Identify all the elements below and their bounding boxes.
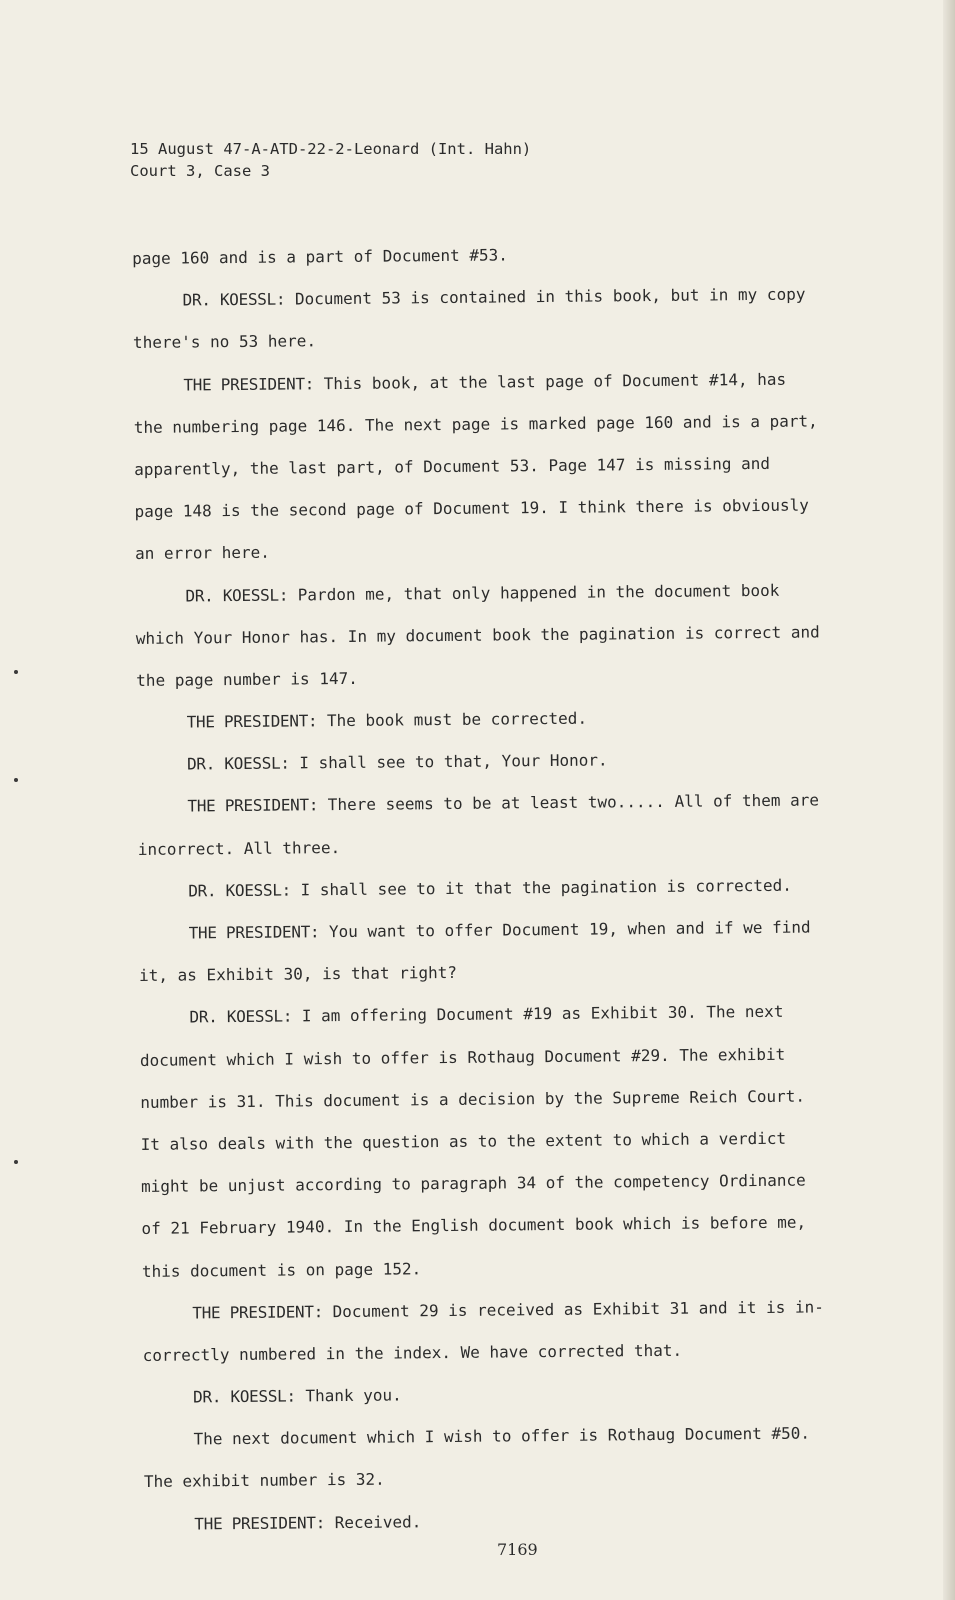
transcript-line xyxy=(139,990,879,1039)
line-text: the page number is 147. xyxy=(136,668,358,690)
speaker-label: THE PRESIDENT: xyxy=(186,711,318,732)
transcript-line xyxy=(137,779,877,828)
transcript-line xyxy=(135,568,875,617)
line-text: This book, at the last page of Document #14, has xyxy=(313,369,787,393)
speaker-label: DR. KOESSL: xyxy=(188,880,292,901)
line-text: page 160 and is a part of Document #53. xyxy=(132,245,508,268)
transcript-line xyxy=(140,1075,880,1124)
speaker-label: DR. KOESSL: xyxy=(193,1386,296,1407)
line-text: Received. xyxy=(324,1511,422,1532)
speaker-label: DR. KOESSL: xyxy=(182,289,286,310)
transcript-line xyxy=(134,442,874,491)
speaker-label: THE PRESIDENT: xyxy=(194,1512,326,1534)
transcript-line xyxy=(138,821,878,870)
transcript-line xyxy=(144,1496,884,1545)
speaker-label: DR. KOESSL: xyxy=(189,1006,293,1027)
transcript-line xyxy=(139,948,879,997)
transcript-body xyxy=(132,231,885,1546)
transcript-line xyxy=(136,695,876,744)
line-text: Document 53 is contained in this book, but in my copy xyxy=(285,284,806,309)
document-header xyxy=(130,138,531,182)
line-text: correctly numbered in the index. We have corrected that. xyxy=(142,1340,683,1365)
line-text: There seems to be at least two..... All of them are xyxy=(318,790,820,815)
header-line-date-case: 15 August 47-A-ATD-22-2-Leonard (Int. Hahn) xyxy=(130,140,532,158)
line-text: Document 29 is received as Exhibit 31 and it is in- xyxy=(322,1297,824,1321)
transcript-line xyxy=(134,400,874,449)
line-text: incorrect. All three. xyxy=(137,837,341,859)
line-text: number is 31. This document is a decision by the Supreme Reich Court. xyxy=(140,1086,806,1112)
line-text: I am offering Document #19 as Exhibit 30. The next xyxy=(292,1002,784,1026)
line-text: of 21 February 1940. In the English document book which is before me, xyxy=(141,1212,807,1239)
transcript-line xyxy=(142,1243,882,1292)
transcript-line xyxy=(140,1032,880,1081)
transcript-line xyxy=(144,1454,884,1503)
line-text: Pardon me, that only happened in the document book xyxy=(288,580,780,605)
line-text: which Your Honor has. In my document book the pagination is correct and xyxy=(135,622,820,648)
transcript-line xyxy=(143,1328,883,1377)
binding-hole-mark xyxy=(14,1160,18,1164)
line-text: apparently, the last part, of Document 53. Page 147 is missing and xyxy=(134,453,771,479)
line-text: The next document which I wish to offer is Rothaug Document #50. xyxy=(193,1423,811,1449)
line-text: it, as Exhibit 30, is that right? xyxy=(138,963,458,986)
speaker-label: THE PRESIDENT: xyxy=(183,373,315,395)
line-text: The book must be corrected. xyxy=(317,708,588,731)
transcript-line xyxy=(136,653,876,702)
transcript-line xyxy=(137,737,877,786)
speaker-label: DR. KOESSL: xyxy=(186,753,290,774)
line-text: might be unjust according to paragraph 34 of the competency Ordinance xyxy=(141,1170,806,1197)
line-text: The exhibit number is 32. xyxy=(143,1470,385,1492)
line-text: I shall see to that, Your Honor. xyxy=(289,750,608,773)
transcript-line xyxy=(133,315,873,364)
header-line-court: Court 3, Case 3 xyxy=(130,162,270,180)
line-text: document which I wish to offer is Rothaug Document #29. The exhibit xyxy=(139,1044,786,1070)
speaker-label: THE PRESIDENT: xyxy=(187,795,319,816)
line-text: You want to offer Document 19, when and if we find xyxy=(319,917,811,942)
transcript-line xyxy=(132,273,872,322)
transcript-line xyxy=(142,1286,882,1335)
binding-hole-mark xyxy=(14,778,18,782)
line-text: It also deals with the question as to the extent to which a verdict xyxy=(140,1128,787,1154)
line-text: there's no 53 here. xyxy=(132,331,317,353)
transcript-line xyxy=(134,484,874,533)
page-number: 7169 xyxy=(497,1540,538,1559)
page-edge-shadow xyxy=(943,0,955,1600)
transcript-line xyxy=(141,1117,881,1166)
line-text: this document is on page 152. xyxy=(141,1258,422,1281)
transcript-line xyxy=(133,357,873,406)
line-text: I shall see to it that the pagination is corrected. xyxy=(290,875,792,900)
line-text: page 148 is the second page of Document 19. I think there is obviously xyxy=(134,495,809,522)
transcript-line xyxy=(138,864,878,913)
transcript-line xyxy=(141,1159,881,1208)
speaker-label: DR. KOESSL: xyxy=(185,585,289,606)
transcript-line xyxy=(132,231,872,280)
speaker-label: THE PRESIDENT: xyxy=(192,1301,324,1323)
transcript-line xyxy=(141,1201,881,1250)
transcript-line xyxy=(138,906,878,955)
binding-hole-mark xyxy=(14,670,18,674)
transcript-line xyxy=(135,526,875,575)
transcript-line xyxy=(136,611,876,660)
transcript-line xyxy=(143,1370,883,1419)
line-text: the numbering page 146. The next page is marked page 160 and is a part, xyxy=(133,411,818,437)
line-text: Thank you. xyxy=(295,1385,402,1406)
line-text: an error here. xyxy=(134,543,270,564)
transcript-line xyxy=(143,1412,883,1461)
speaker-label: THE PRESIDENT: xyxy=(188,922,320,943)
